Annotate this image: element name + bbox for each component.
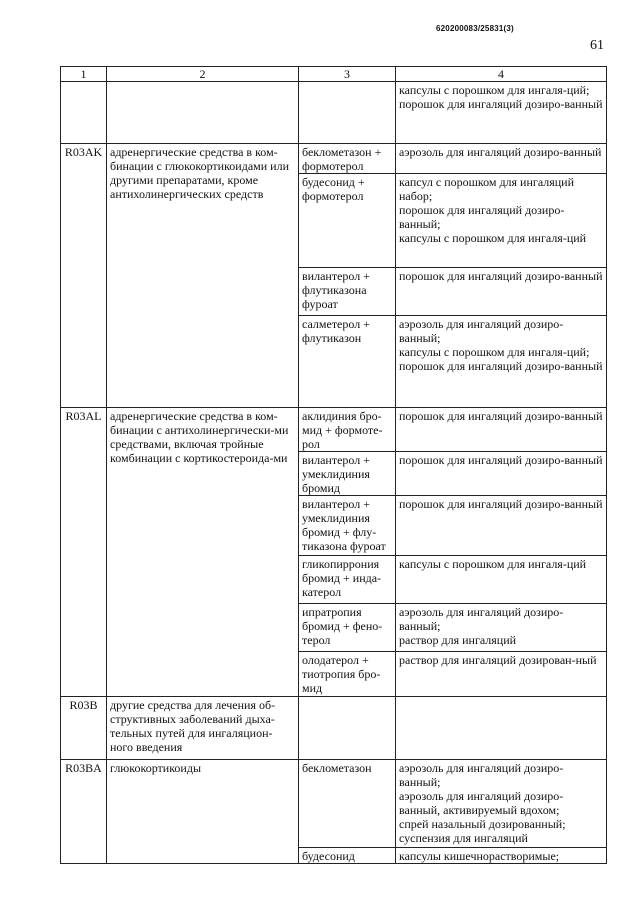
dosage-form-item: порошок для ингаляций дозиро-ванный xyxy=(399,359,603,373)
anatomical-group-cell: глюкокортикоиды xyxy=(107,760,299,864)
substance-cell: будесонид + формотерол xyxy=(299,174,396,268)
atc-code-cell: R03AL xyxy=(61,408,107,697)
substance-cell: беклометазон + формотерол xyxy=(299,144,396,174)
substance-cell: салметерол + флутиказон xyxy=(299,316,396,408)
dosage-forms-cell xyxy=(396,408,607,452)
dosage-form-item: аэрозоль для ингаляций дозиро-ванный, активируемый вдохом; xyxy=(399,789,564,817)
table-row xyxy=(61,760,607,848)
substance-cell: будесонид xyxy=(299,848,396,864)
table-header-row xyxy=(61,67,607,82)
column-header: 2 xyxy=(107,67,299,82)
dosage-form-item: порошок для ингаляций дозиро-ванный; xyxy=(399,203,565,231)
dosage-form-item: аэрозоль для ингаляций дозиро-ванный; xyxy=(399,761,564,789)
dosage-form-item: капсулы с порошком для ингаля-ций; xyxy=(399,345,590,359)
dosage-form-item: капсулы кишечнорастворимые; xyxy=(399,849,560,863)
atc-code-cell xyxy=(61,82,107,144)
dosage-form-item: раствор для ингаляций xyxy=(399,633,517,647)
dosage-forms-cell xyxy=(396,697,607,760)
dosage-forms-cell xyxy=(396,652,607,697)
dosage-form-item: аэрозоль для ингаляций дозиро-ванный xyxy=(399,145,602,159)
substance-cell: вилантерол + умеклидиния бромид xyxy=(299,452,396,496)
dosage-forms-cell xyxy=(396,144,607,174)
atc-code-cell: R03AK xyxy=(61,144,107,408)
anatomical-group-cell xyxy=(107,82,299,144)
atc-code-cell: R03B xyxy=(61,697,107,760)
dosage-form-item: раствор для ингаляций дозирован-ный xyxy=(399,653,597,667)
substance-cell xyxy=(299,697,396,760)
column-header: 4 xyxy=(396,67,607,82)
dosage-form-item: порошок для ингаляций дозиро-ванный xyxy=(399,409,603,423)
atc-code-cell: R03BA xyxy=(61,760,107,864)
anatomical-group-cell: другие средства для лечения об-структивных заболеваний дыха-тельных путей для ингаляцион-ного введения xyxy=(107,697,299,760)
drug-classification-table xyxy=(60,66,607,864)
page-number: 61 xyxy=(590,38,604,53)
dosage-forms-cell xyxy=(396,760,607,848)
dosage-forms-cell xyxy=(396,556,607,604)
dosage-form-item: капсулы с порошком для ингаля-ций xyxy=(399,557,587,571)
dosage-form-item: порошок для ингаляций дозиро-ванный xyxy=(399,453,603,467)
dosage-forms-cell xyxy=(396,174,607,268)
substance-cell: олодатерол + тиотропия бро-мид xyxy=(299,652,396,697)
table-row xyxy=(61,82,607,144)
dosage-form-item: аэрозоль для ингаляций дозиро-ванный; xyxy=(399,317,564,345)
table-row xyxy=(61,144,607,174)
anatomical-group-cell: адренергические средства в ком-бинации с антихолинергически-ми средствами, включая тройные комбинации с кортикостероида-ми xyxy=(107,408,299,697)
dosage-form-item: порошок для ингаляций дозиро-ванный xyxy=(399,97,603,111)
substance-cell: вилантерол + умеклидиния бромид + флу-тиказона фуроат xyxy=(299,496,396,556)
dosage-form-item: капсул с порошком для ингаляций набор; xyxy=(399,175,575,203)
column-header: 1 xyxy=(61,67,107,82)
anatomical-group-cell: адренергические средства в ком-бинации с глюкокортикоидами или другими препаратами, кроме антихолинергических средств xyxy=(107,144,299,408)
dosage-forms-cell xyxy=(396,848,607,864)
dosage-form-item: спрей назальный дозированный; xyxy=(399,817,566,831)
table-body xyxy=(61,82,607,864)
dosage-form-item: порошок для ингаляций дозиро-ванный xyxy=(399,269,603,283)
dosage-form-item: порошок для ингаляций дозиро-ванный xyxy=(399,497,603,511)
dosage-forms-cell xyxy=(396,82,607,144)
column-header: 3 xyxy=(299,67,396,82)
dosage-forms-cell xyxy=(396,604,607,652)
dosage-forms-cell xyxy=(396,452,607,496)
table-row xyxy=(61,697,607,760)
document-id: 620200083/25831(3) xyxy=(436,24,514,33)
dosage-form-item: аэрозоль для ингаляций дозиро-ванный; xyxy=(399,605,564,633)
dosage-forms-cell xyxy=(396,496,607,556)
substance-cell: беклометазон xyxy=(299,760,396,848)
substance-cell: гликопиррония бромид + инда-катерол xyxy=(299,556,396,604)
dosage-form-item: капсулы с порошком для ингаля-ций xyxy=(399,231,587,245)
dosage-forms-cell xyxy=(396,316,607,408)
dosage-form-item: капсулы с порошком для ингаля-ций; xyxy=(399,83,590,97)
substance-cell: аклидиния бро-мид + формоте-рол xyxy=(299,408,396,452)
dosage-forms-cell xyxy=(396,268,607,316)
substance-cell: вилантерол + флутиказона фуроат xyxy=(299,268,396,316)
dosage-form-item: суспензия для ингаляций xyxy=(399,831,528,845)
substance-cell: ипратропия бромид + фено-терол xyxy=(299,604,396,652)
table-row xyxy=(61,408,607,452)
substance-cell xyxy=(299,82,396,144)
